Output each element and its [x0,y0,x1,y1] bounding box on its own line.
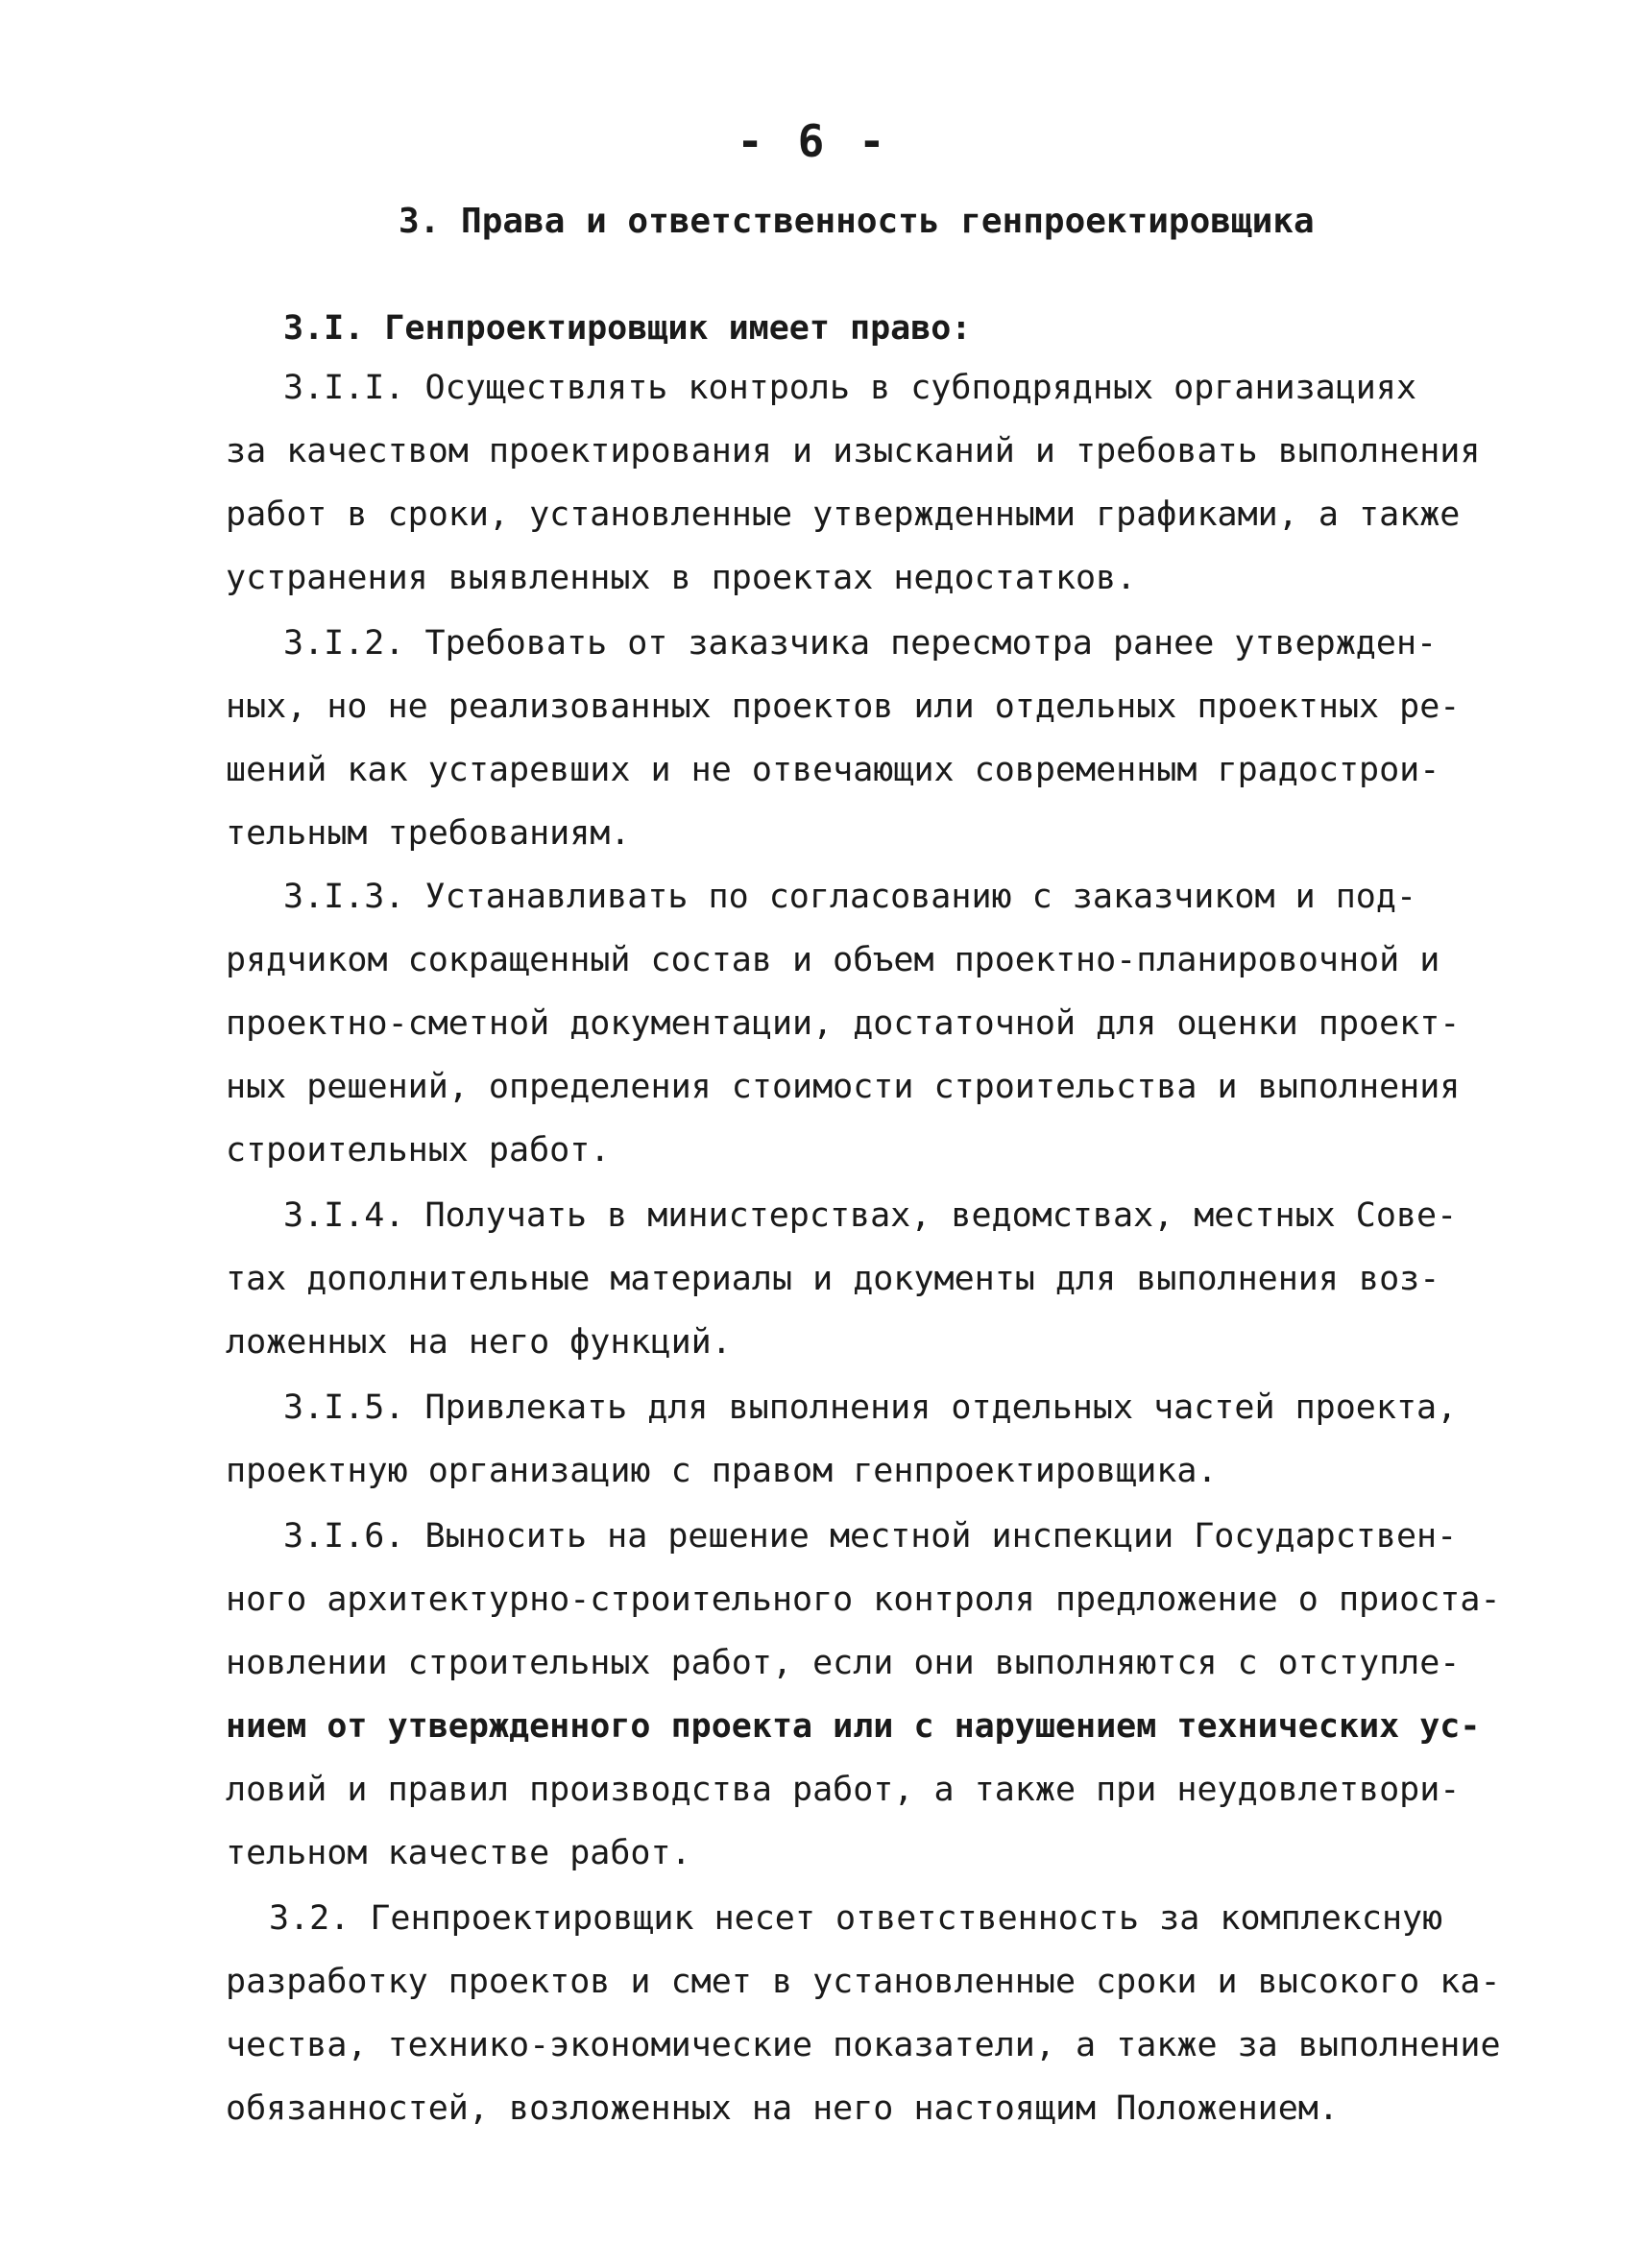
section-title: 3. Права и ответственность генпроектировщика [399,202,1315,241]
paragraph-line: 3.I.2. Требовать от заказчика пересмотра ранее утвержден- [283,624,1438,663]
paragraph-line: ложенных на него функций. [226,1323,732,1362]
paragraph-line: новлении строительных работ, если они выполняются с отступле- [226,1644,1461,1682]
paragraph-line: 3.I.I. Осуществлять контроль в субподрядных организациях [283,369,1417,407]
paragraph-line: ных решений, определения стоимости строительства и выполнения [226,1068,1461,1106]
paragraph-line: чества, технико-экономические показатели, а также за выполнение [226,2026,1501,2064]
paragraph-line: тах дополнительные материалы и документы для выполнения воз- [226,1260,1440,1298]
paragraph-line: нием от утвержденного проекта или с нарушением технических ус- [226,1707,1481,1746]
page-number-text: - 6 - [737,115,889,167]
paragraph-line: тельном качестве работ. [226,1834,691,1872]
paragraph-line: разработку проектов и смет в установленные сроки и высокого ка- [226,1963,1501,2001]
paragraph-line: устранения выявленных в проектах недостатков. [226,559,1137,597]
paragraph-line: ных, но не реализованных проектов или отдельных проектных ре- [226,688,1461,726]
paragraph-line: 3.I.6. Выносить на решение местной инспекции Государствен- [283,1517,1458,1556]
paragraph-line: ного архитектурно-строительного контроля предложение о приоста- [226,1580,1501,1619]
paragraph-line: строительных работ. [226,1131,611,1170]
paragraph-line: 3.I.5. Привлекать для выполнения отдельных частей проекта, [283,1388,1458,1427]
paragraph-line: 3.I.4. Получать в министерствах, ведомствах, местных Сове- [283,1196,1458,1235]
paragraph-line: ловий и правил производства работ, а также при неудовлетвори- [226,1771,1461,1809]
page-number [0,115,1645,167]
paragraph-line: рядчиком сокращенный состав и объем проектно-планировочной и [226,941,1440,979]
paragraph-line: 3.I.3. Устанавливать по согласованию с заказчиком и под- [283,878,1417,916]
paragraph-line: обязанностей, возложенных на него настоящим Положением. [226,2089,1339,2128]
paragraph-line: тельным требованиям. [226,814,631,853]
paragraph-line: за качеством проектирования и изысканий и требовать выполнения [226,432,1481,470]
paragraph-line: работ в сроки, установленные утвержденными графиками, а также [226,495,1461,534]
paragraph-line: шений как устаревших и не отвечающих современным градострои- [226,751,1440,789]
paragraph-line: проектную организацию с правом генпроектировщика. [226,1452,1218,1490]
paragraph-line: 3.I. Генпроектировщик имеет право: [283,309,972,348]
paragraph-line: проектно-сметной документации, достаточной для оценки проект- [226,1004,1461,1043]
paragraph-line: 3.2. Генпроектировщик несет ответственность за комплексную [269,1899,1443,1938]
